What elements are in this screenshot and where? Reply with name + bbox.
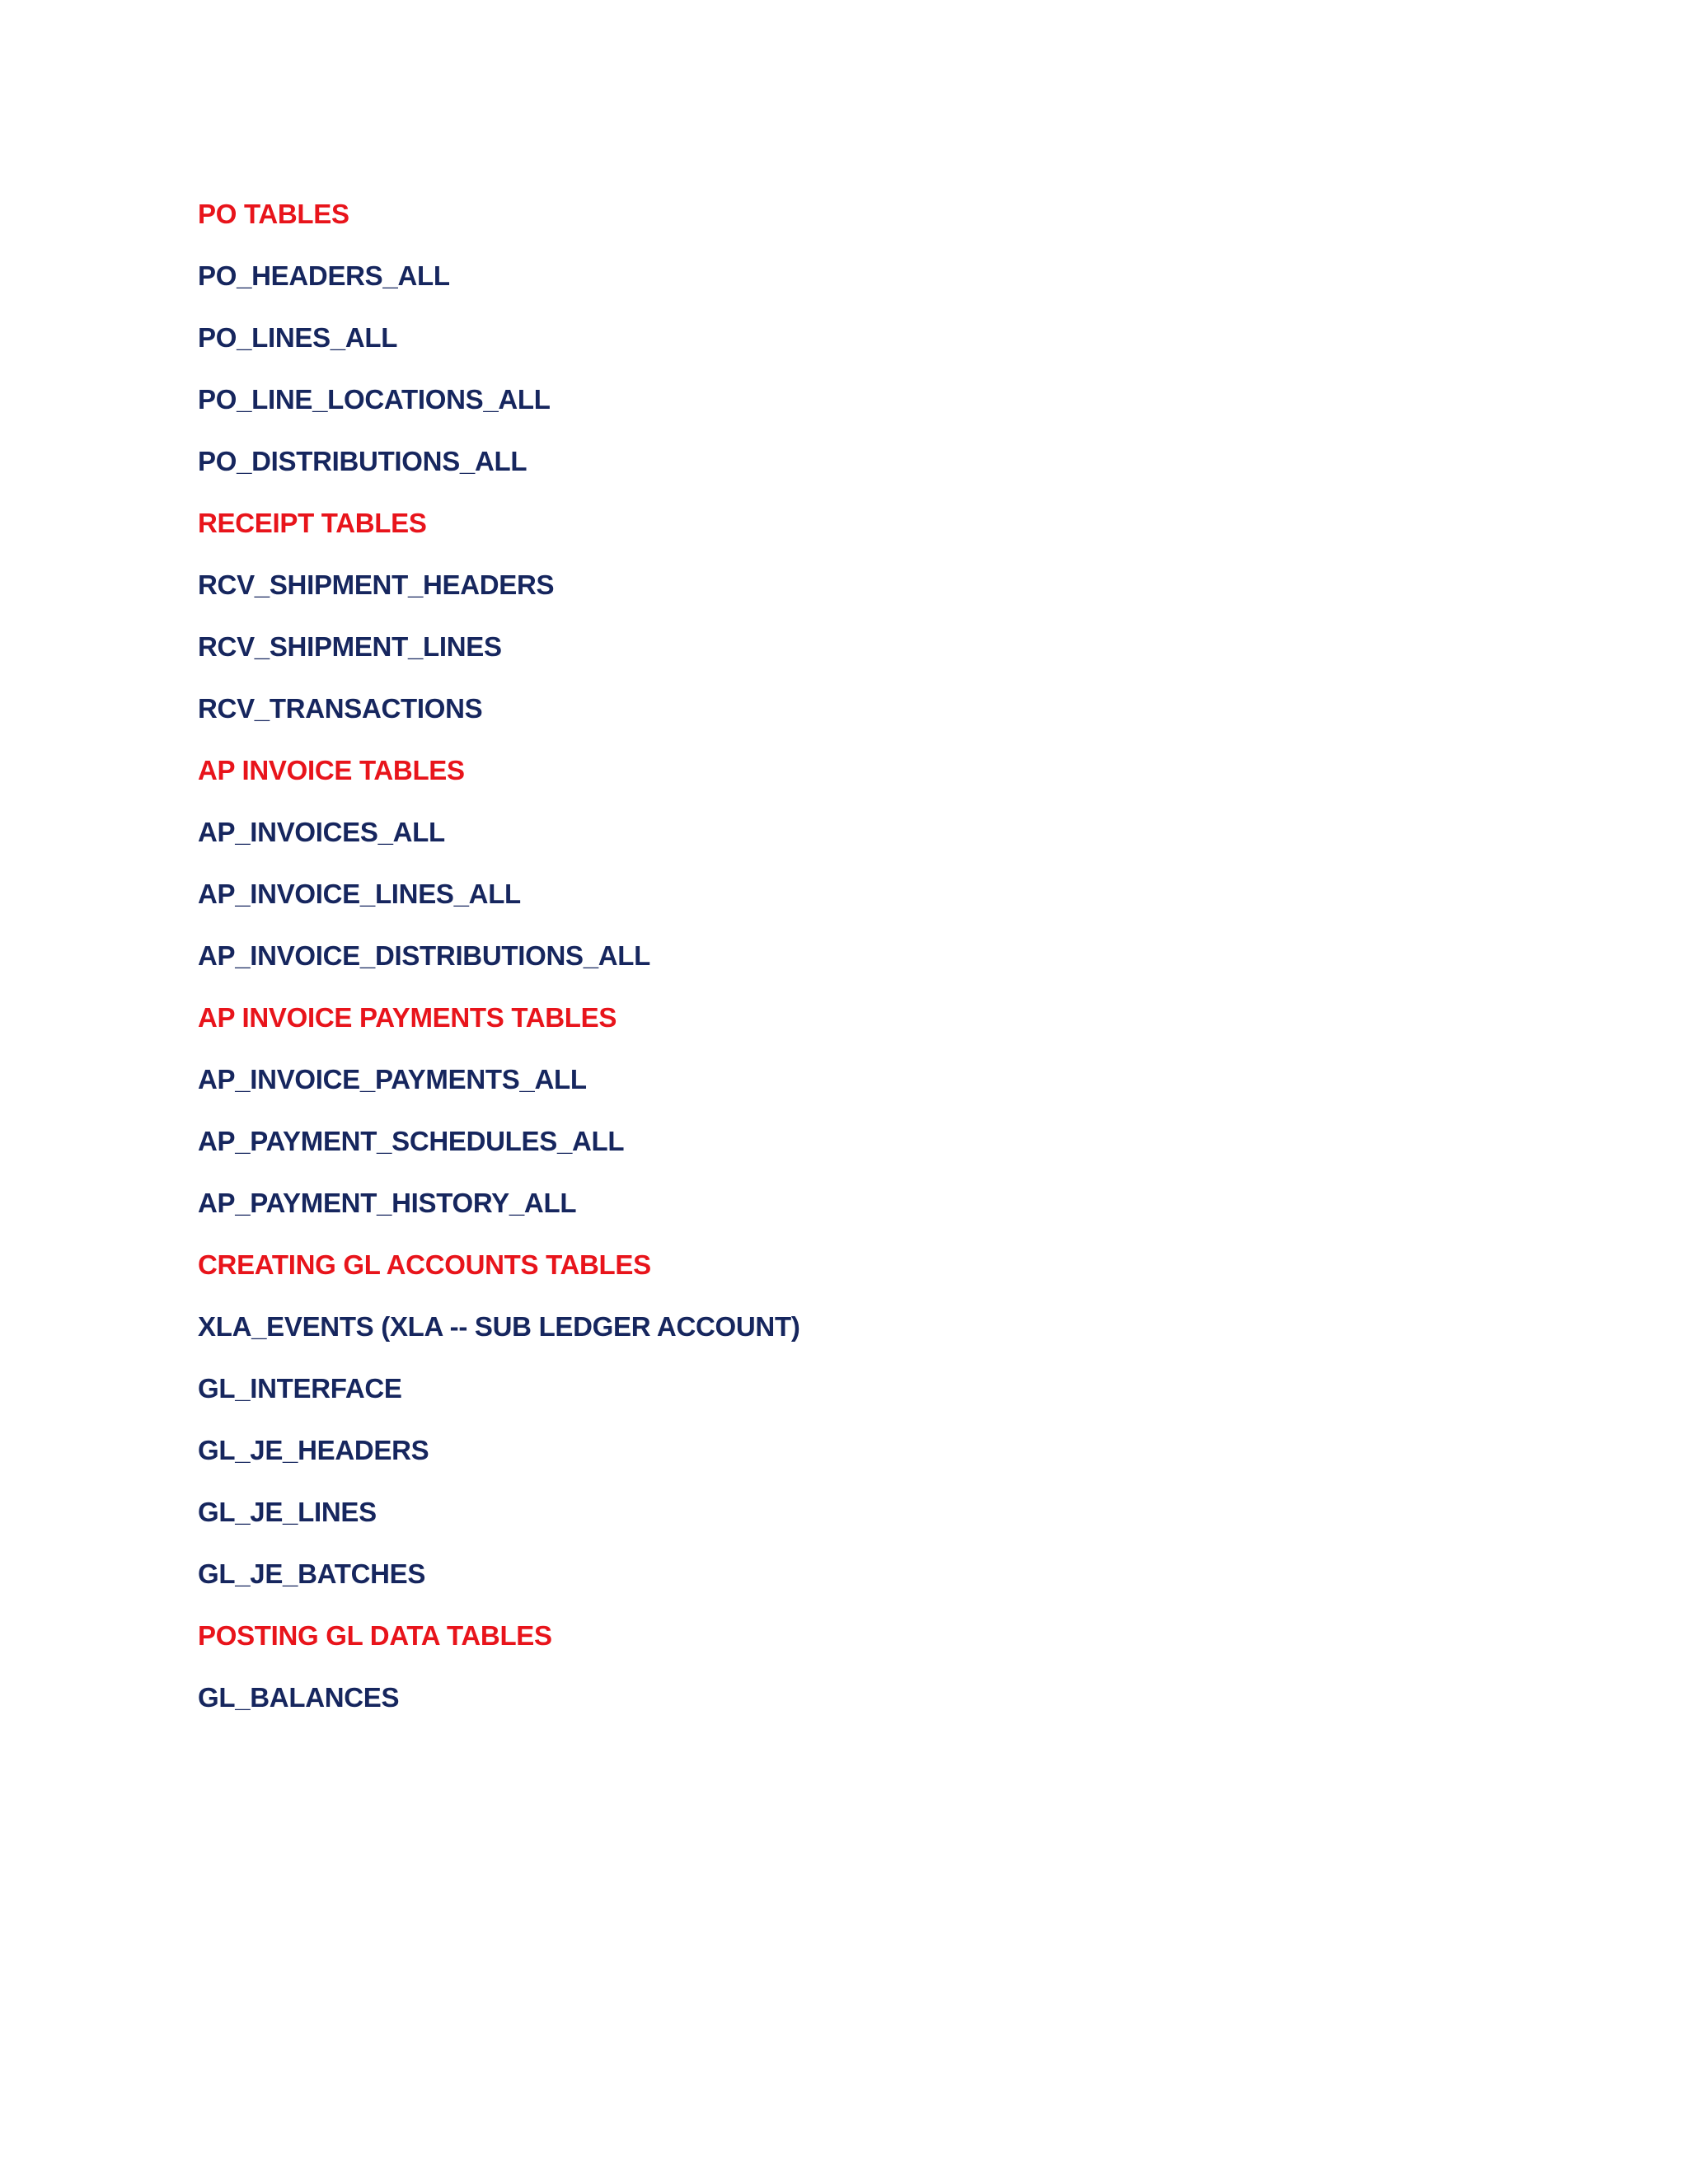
table-name: GL_JE_HEADERS	[198, 1435, 429, 1465]
section-heading: PO TABLES	[198, 199, 349, 229]
section-heading: AP INVOICE PAYMENTS TABLES	[198, 1002, 617, 1033]
table-name: GL_JE_BATCHES	[198, 1558, 426, 1589]
table-name: GL_BALANCES	[198, 1682, 400, 1713]
section-heading: CREATING GL ACCOUNTS TABLES	[198, 1249, 651, 1280]
table-name: RCV_SHIPMENT_LINES	[198, 631, 502, 662]
table-name: AP_INVOICES_ALL	[198, 817, 445, 847]
table-name: PO_LINES_ALL	[198, 322, 398, 353]
table-name: RCV_TRANSACTIONS	[198, 693, 483, 724]
table-name: AP_PAYMENT_SCHEDULES_ALL	[198, 1126, 625, 1156]
section-heading: POSTING GL DATA TABLES	[198, 1620, 552, 1651]
table-name: AP_INVOICE_LINES_ALL	[198, 879, 521, 909]
table-name: AP_INVOICE_PAYMENTS_ALL	[198, 1064, 587, 1094]
table-name: GL_INTERFACE	[198, 1373, 402, 1404]
section-heading: RECEIPT TABLES	[198, 508, 427, 538]
section-heading: AP INVOICE TABLES	[198, 755, 465, 785]
table-name: PO_HEADERS_ALL	[198, 260, 450, 291]
table-list	[198, 194, 1517, 1740]
table-name: XLA_EVENTS (XLA -- SUB LEDGER ACCOUNT)	[198, 1311, 800, 1342]
table-name: AP_PAYMENT_HISTORY_ALL	[198, 1188, 577, 1218]
table-name: PO_LINE_LOCATIONS_ALL	[198, 384, 551, 415]
table-name: RCV_SHIPMENT_HEADERS	[198, 569, 555, 600]
table-name: AP_INVOICE_DISTRIBUTIONS_ALL	[198, 940, 651, 971]
table-name: PO_DISTRIBUTIONS_ALL	[198, 446, 528, 476]
table-name: GL_JE_LINES	[198, 1497, 377, 1527]
